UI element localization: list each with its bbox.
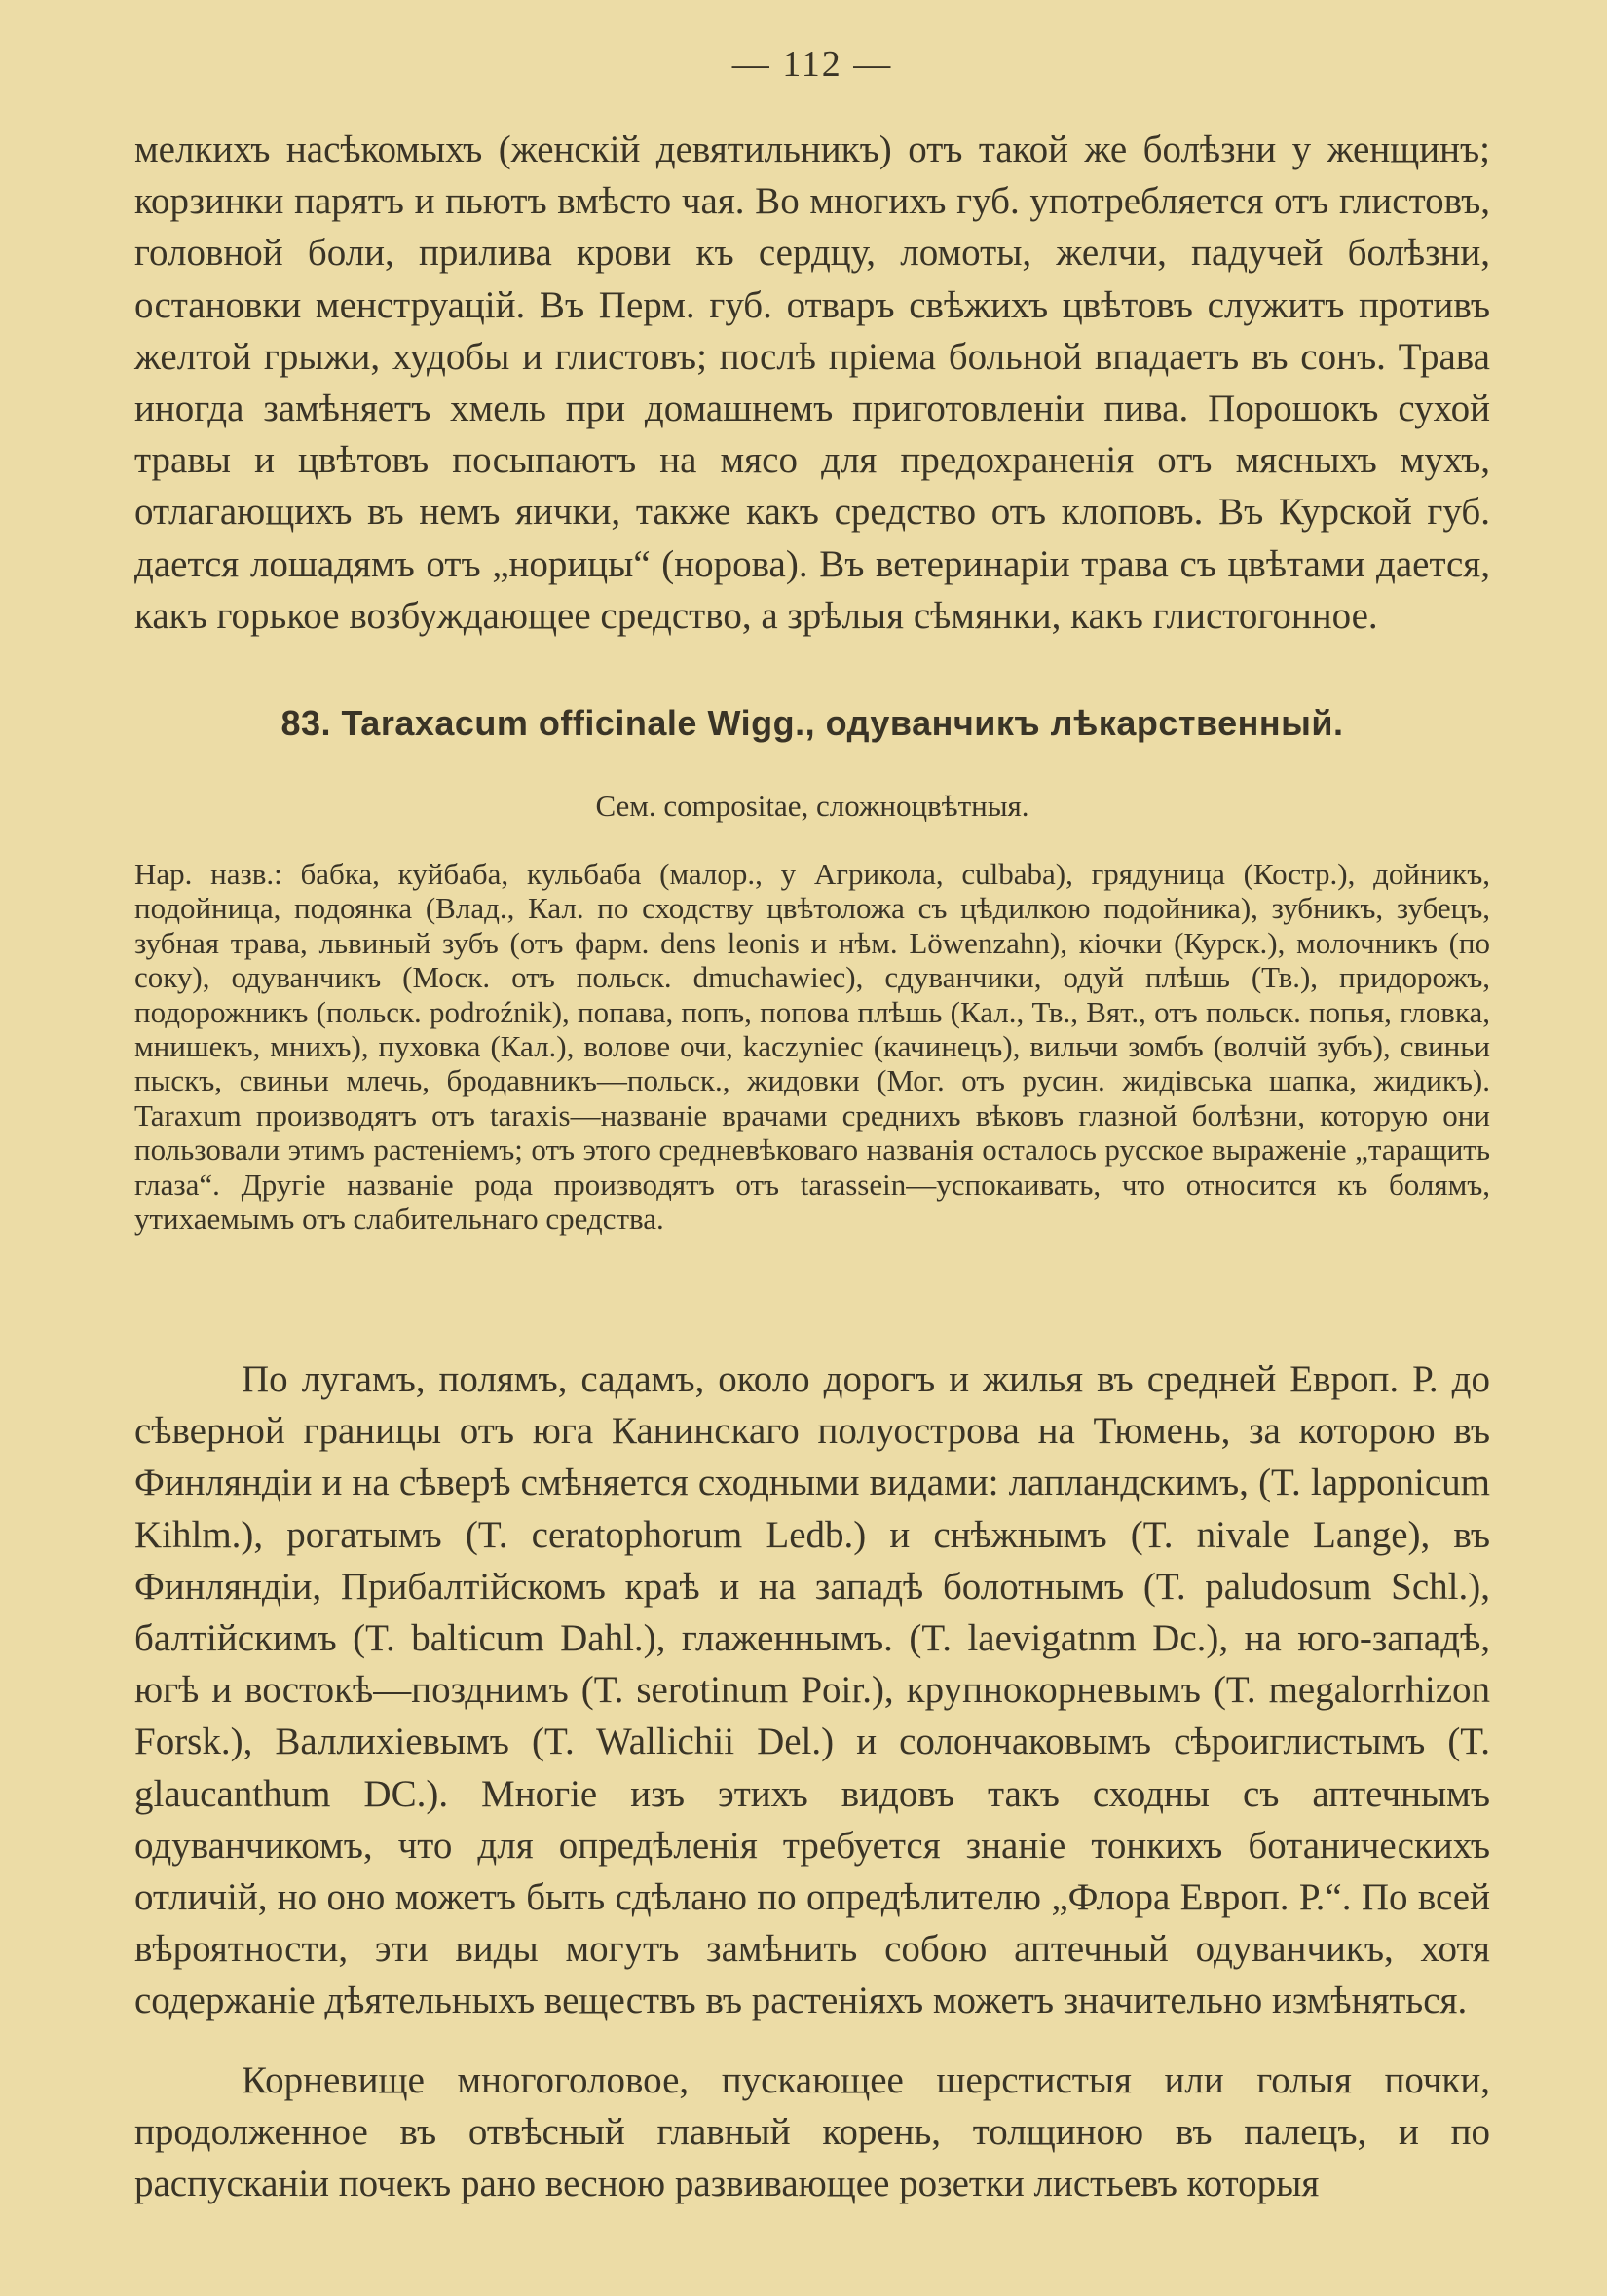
vernacular-names-paragraph: Нар. назв.: бабка, куйбаба, кульбаба (малор., у Агрикола, culbaba), грядуница (Костр.), дойникъ, подойница, подоянка (Влад., Кал. по сходству цвѣтоложа съ цѣдилкою подойника), зубникъ, зубецъ, зубная трава, львиный зубъ (отъ фарм. dens leonis и нѣм. Löwenzahn), кіочки (Курск.), молочникъ (по соку), одуванчикъ (Моск. отъ польск. dmuchawiec), сдуванчики, одуй плѣшь (Тв.), придорожъ, подорожникъ (польск. podroźnik), попава, попъ, попова плѣшь (Кал., Тв., Вят., отъ польск. попья, гловка, мнишекъ, мнихъ), пуховка (Кал.), волове очи, kaczyniec (качинецъ), вильчи зомбъ (волчій зубъ), свиньи пыскъ, свиньи млечь, бродавникъ—польск., жидовки (Мог. отъ русин. жидівська шапка, жидикъ). Taraxum производятъ отъ taraxis—названіе врачами среднихъ вѣковъ глазной болѣзни, которую они пользовали этимъ растеніемъ; отъ этого средневѣковаго названія осталось русское выраженіе „таращить глаза“. Другіе названіе рода производятъ отъ tarassein—успокаивать, что относится къ болямъ, утихаемымъ отъ слабительнаго средства. — [134, 857, 1490, 1237]
book-page — [134, 0, 1490, 2296]
family-subheading: Сем. compositae, сложноцвѣтныя. — [595, 789, 1029, 823]
rhizome-paragraph: Корневище многоголовое, пускающее шерстистыя или голыя почки, продолженное въ отвѣсный главный корень, толщиною въ палецъ, и по распусканіи почекъ рано весною развивающее розетки листьевъ которыя — [134, 2059, 1490, 2205]
paragraph-continuation: мелкихъ насѣкомыхъ (женскій девятильникъ) отъ такой же болѣзни у женщинъ; корзинки парятъ и пьютъ вмѣсто чая. Во многихъ губ. употребляется отъ глистовъ, головной боли, прилива крови къ сердцу, ломоты, желчи, падучей болѣзни, остановки менструацій. Въ Перм. губ. отваръ свѣжихъ цвѣтовъ служитъ противъ желтой грыжи, худобы и глистовъ; послѣ пріема больной впадаетъ въ сонъ. Трава иногда замѣняетъ хмель при домашнемъ приготовленіи пива. Порошокъ сухой травы и цвѣтовъ посыпаютъ на мясо для предохраненія отъ мясныхъ мухъ, отлагающихъ въ немъ яички, также какъ средство отъ клоповъ. Въ Курской губ. дается лошадямъ отъ „норицы“ (норова). Въ ветеринаріи трава съ цвѣтами дается, какъ горькое возбуждающее средство, а зрѣлыя сѣмянки, какъ глистогонное. — [134, 129, 1490, 637]
distribution-paragraph: По лугамъ, полямъ, садамъ, около дорогъ и жилья въ средней Европ. Р. до сѣверной границы отъ юга Канинскаго полуострова на Тюмень, за которою въ Финляндіи и на сѣверѣ смѣняется сходными видами: лапландскимъ, (T. lapponicum Kihlm.), рогатымъ (T. ceratophorum Ledb.) и снѣжнымъ (T. nivale Lange), въ Финляндіи, Прибалтійскомъ краѣ и на западѣ болотнымъ (T. paludosum Schl.), балтійскимъ (T. balticum Dahl.), глаженнымъ. (T. laevigatnm Dc.), на юго-западѣ, югѣ и востокѣ—позднимъ (T. serotinum Poir.), крупнокорневымъ (T. megalorrhizon Forsk.), Валлихіевымъ (T. Wallichii Del.) и солончаковымъ сѣроиглистымъ (T. glaucanthum DC.). Многіе изъ этихъ видовъ такъ сходны съ аптечнымъ одуванчикомъ, что для опредѣленія требуется знаніе тонкихъ ботаническихъ отличій, но оно можетъ быть сдѣлано по опредѣлителю „Флора Европ. Р.“. По всей вѣроятности, эти виды могутъ замѣнить собою аптечный одуванчикъ, хотя содержаніе дѣятельныхъ веществъ въ растеніяхъ можетъ значительно измѣняться. — [134, 1358, 1490, 2022]
page-number: — 112 — — [731, 44, 893, 85]
section-heading: 83. Taraxacum officinale Wigg., одуванчикъ лѣкарственный. — [280, 703, 1344, 743]
